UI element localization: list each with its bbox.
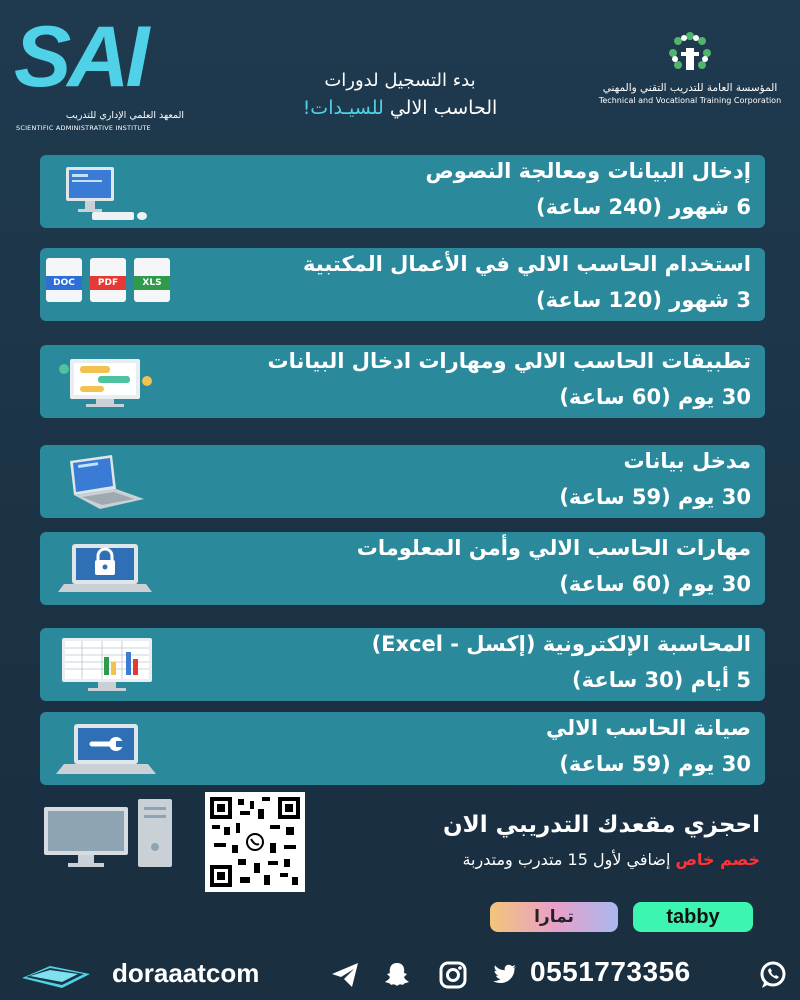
- snapchat-icon[interactable]: [382, 960, 412, 990]
- sai-logo-mark: SAI: [14, 9, 146, 105]
- course-duration: 5 أيام (30 ساعة): [572, 668, 751, 692]
- tvtc-name-en: Technical and Vocational Training Corporation: [598, 96, 782, 105]
- title-line-2-highlight: للسيـدات!: [302, 97, 384, 119]
- tamara-badge[interactable]: تمارا: [490, 902, 618, 932]
- laptop-lock-icon: [52, 542, 162, 598]
- twitter-icon[interactable]: [488, 960, 518, 990]
- course-card: [40, 445, 765, 518]
- qr-code[interactable]: [205, 792, 305, 892]
- course-duration: 30 يوم (59 ساعة): [559, 752, 751, 776]
- course-card: [40, 248, 765, 321]
- document-files-icon: [44, 258, 174, 314]
- xls-file-label: XLS: [134, 276, 170, 290]
- discount-highlight: خصم خاص: [675, 850, 760, 869]
- booking-heading: احجزي مقعدك التدريبي الان: [443, 812, 760, 838]
- page-title: [260, 70, 540, 119]
- pdf-file-label: PDF: [90, 276, 126, 290]
- course-name: تطبيقات الحاسب الالي ومهارات ادخال البيانات: [267, 349, 751, 373]
- course-card: [40, 712, 765, 785]
- doc-file-label: DOC: [46, 276, 82, 290]
- course-duration: 6 شهور (240 ساعة): [536, 195, 751, 219]
- course-duration: 30 يوم (60 ساعة): [559, 572, 751, 596]
- sai-logo: [14, 9, 184, 136]
- course-duration: 30 يوم (60 ساعة): [559, 385, 751, 409]
- desktop-computer-icon: [52, 165, 162, 221]
- institute-name-en: SCIENTIFIC ADMINISTRATIVE INSTITUTE: [16, 124, 151, 132]
- title-line-2-prefix: الحاسب الالي: [389, 97, 498, 119]
- course-card: [40, 628, 765, 701]
- desktop-tower-icon: [40, 795, 180, 870]
- course-card: [40, 345, 765, 418]
- laptop-wrench-icon: [52, 722, 162, 778]
- telegram-icon[interactable]: [330, 960, 360, 990]
- tabby-badge[interactable]: tabby: [633, 902, 753, 932]
- title-line-1: بدء التسجيل لدورات: [324, 70, 476, 91]
- instagram-icon[interactable]: [438, 960, 468, 990]
- course-name: استخدام الحاسب الالي في الأعمال المكتبية: [303, 252, 751, 276]
- web-stack-icon: [16, 960, 96, 990]
- laptop-icon: [52, 455, 162, 511]
- course-duration: 30 يوم (59 ساعة): [559, 485, 751, 509]
- course-card: [40, 532, 765, 605]
- whatsapp-icon[interactable]: [758, 960, 788, 990]
- tvtc-logo: [590, 30, 790, 120]
- spreadsheet-monitor-icon: [52, 638, 164, 694]
- course-name: مهارات الحاسب الالي وأمن المعلومات: [356, 536, 751, 560]
- course-name: صيانة الحاسب الالي: [546, 716, 751, 740]
- course-name: إدخال البيانات ومعالجة النصوص: [425, 159, 751, 183]
- phone-number[interactable]: 0551773356: [530, 956, 691, 987]
- title-line-2: [260, 97, 540, 119]
- booking-section: [360, 812, 760, 869]
- course-card: [40, 155, 765, 228]
- discount-text: [360, 850, 760, 869]
- discount-rest: إضافي لأول 15 متدرب ومتدربة: [462, 850, 671, 869]
- contact-bar: [0, 950, 800, 1000]
- course-duration: 3 شهور (120 ساعة): [536, 288, 751, 312]
- website-domain[interactable]: doraaatcom: [112, 958, 260, 988]
- tvtc-name-ar: المؤسسة العامة للتدريب التقني والمهني: [602, 82, 778, 94]
- course-name: مدخل بيانات: [623, 449, 751, 473]
- institute-name-ar: المعهد العلمي الإداري للتدريب: [65, 110, 184, 121]
- chat-monitor-icon: [52, 355, 162, 411]
- xls-file-icon: [134, 258, 170, 302]
- doc-file-icon: [46, 258, 82, 302]
- tvtc-seal-icon: [667, 30, 713, 76]
- course-name: المحاسبة الإلكترونية (إكسل - Excel): [371, 632, 751, 656]
- pdf-file-icon: [90, 258, 126, 302]
